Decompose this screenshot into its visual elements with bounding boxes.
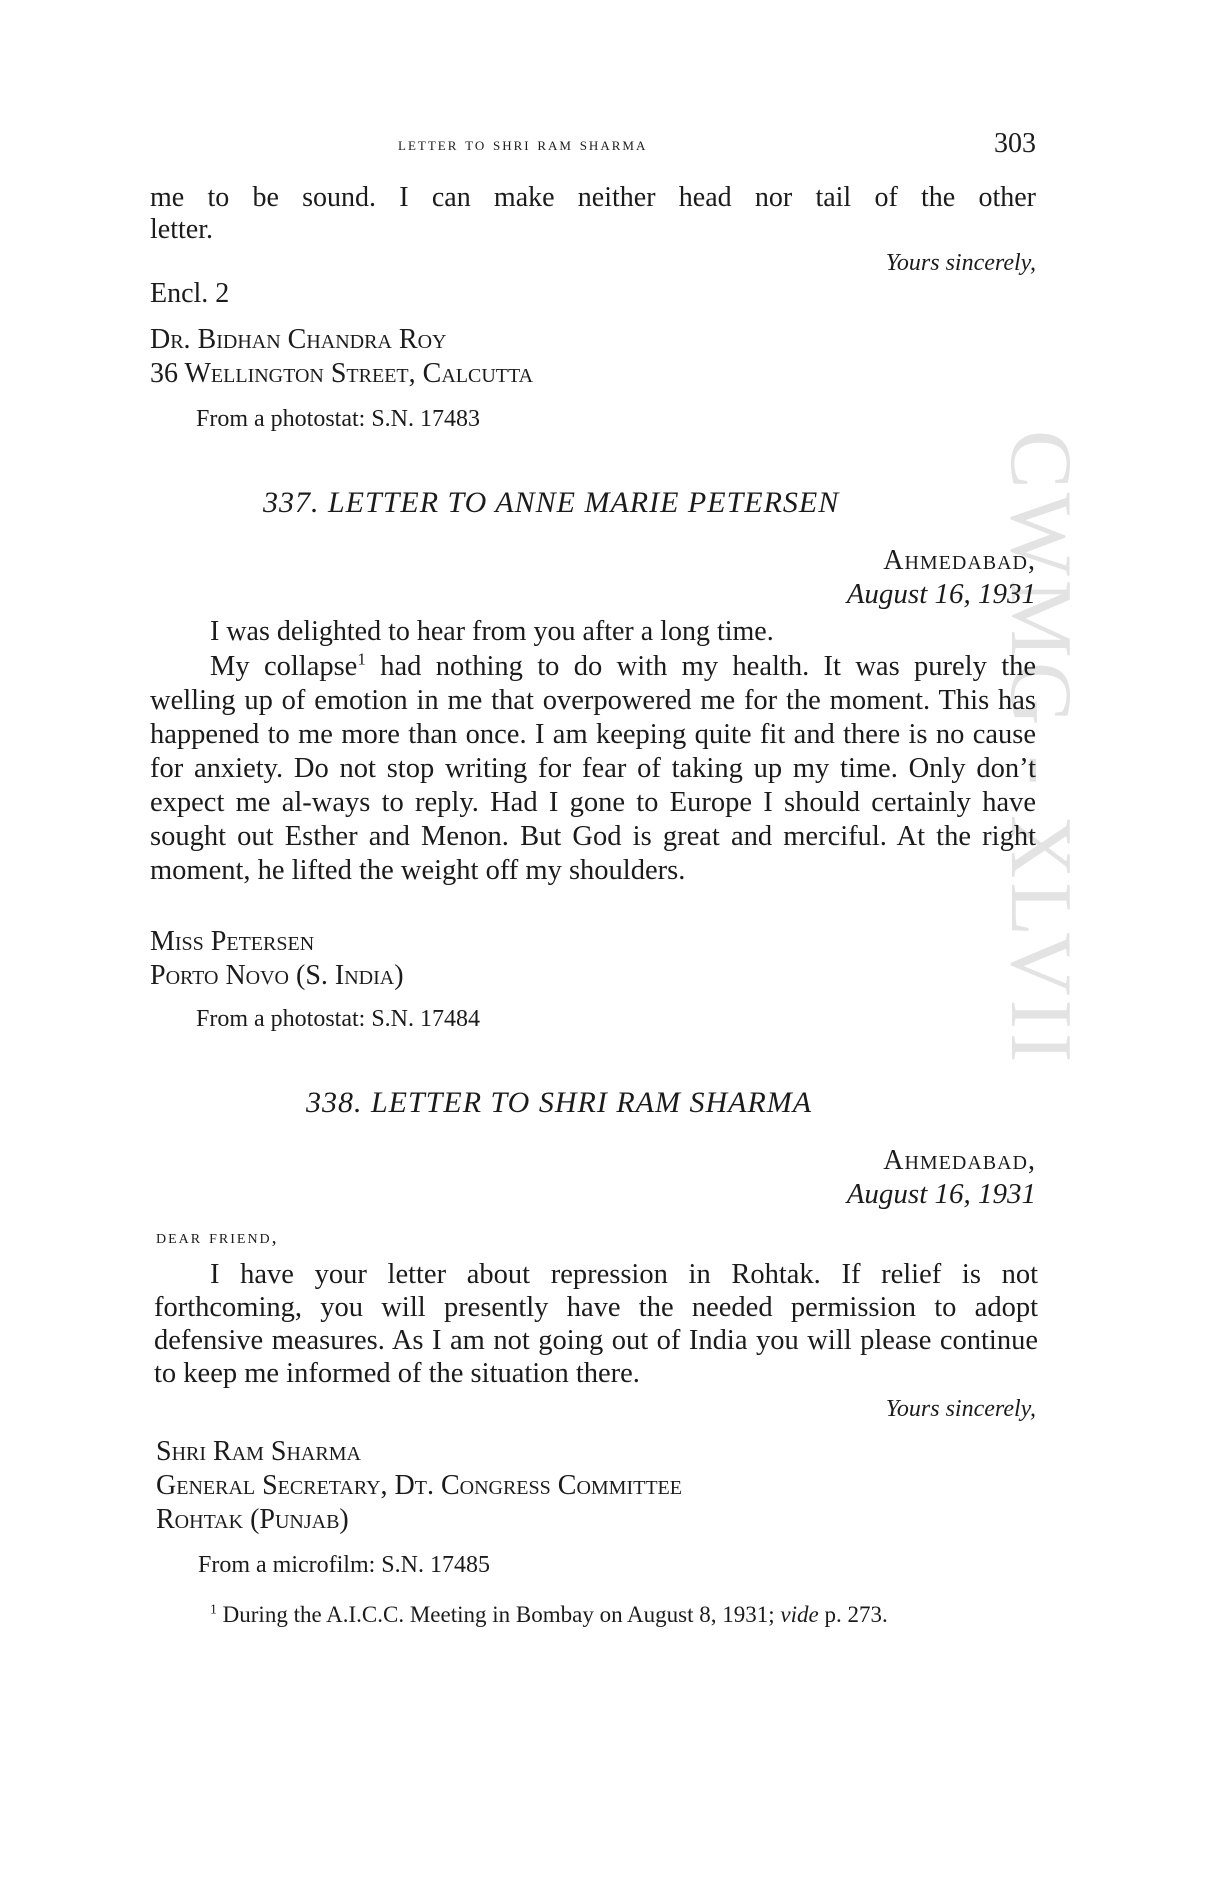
letter-337-place: Ahmedabad, [883, 545, 1036, 576]
prev-source: From a photostat: S.N. 17483 [196, 406, 481, 432]
letter-337-title: 337. LETTER TO ANNE MARIE PETERSEN [263, 486, 840, 519]
letter-338-addressee-title: General Secretary, Dt. Congress Committee [156, 1470, 682, 1501]
footnote-vide: vide [780, 1602, 819, 1627]
letter-337-para-1: I was delighted to hear from you after a long time. [210, 616, 774, 647]
footnote-text-before: During the A.I.C.C. Meeting in Bombay on August 8, 1931; [216, 1602, 781, 1627]
letter-337-addressee-address: Porto Novo (S. India) [150, 960, 404, 991]
letter-337-source: From a photostat: S.N. 17484 [196, 1006, 481, 1032]
letter-338-title: 338. LETTER TO SHRI RAM SHARMA [306, 1086, 813, 1119]
watermark: CWMG - XLVII [992, 430, 1089, 1067]
letter-338-closing: Yours sincerely, [885, 1396, 1036, 1422]
letter-338-para-1: I have your letter about repression in Rohtak. If relief is not forthcoming, you will presently have the needed permission to adopt defensive measures. As I am not going out of India you will please continue to keep me informed of the situation there. [154, 1259, 1038, 1389]
footnote-marker: 1 [210, 1601, 217, 1617]
letter-338-salutation: dear friend, [156, 1226, 279, 1248]
letter-337-addressee-name: Miss Petersen [150, 926, 315, 957]
letter-337-para-2 [150, 650, 1036, 888]
letter-338-addressee-address: Rohtak (Punjab) [156, 1504, 349, 1535]
footnote [210, 1602, 888, 1628]
letter-338-date: August 16, 1931 [846, 1178, 1036, 1210]
prev-addressee-name: Dr. Bidhan Chandra Roy [150, 324, 447, 355]
page-number: 303 [994, 128, 1036, 159]
running-head: letter to shri ram sharma [398, 134, 648, 155]
enclosure: Encl. 2 [150, 278, 230, 309]
letter-337-para-2-start: My collapse [210, 651, 358, 682]
letter-337-date: August 16, 1931 [846, 578, 1036, 610]
prev-line-1: me to be sound. I can make neither head nor tail of the other [150, 182, 1036, 213]
footnote-ref: 1 [357, 649, 366, 669]
prev-closing: Yours sincerely, [885, 250, 1036, 276]
footnote-text-after: p. 273. [818, 1602, 888, 1627]
prev-addressee-address: 36 Wellington Street, Calcutta [150, 358, 534, 389]
letter-337-para-2-rest: had nothing to do with my health. It was purely the welling up of emotion in me that overpowered me for the moment. This has happened to me more than once. I am keeping quite fit and there is no cause for anxiety. Do not stop writing for fear of taking up my time. Only don’t expect me al-ways to reply. Had I gone to Europe I should certainly have sought out Esther and Menon. But God is great and merciful. At the right moment, he lifted the weight off my shoulders. [150, 651, 1037, 886]
letter-338-addressee-name: Shri Ram Sharma [156, 1436, 361, 1467]
prev-line-2: letter. [150, 214, 213, 245]
letter-338-place: Ahmedabad, [883, 1145, 1036, 1176]
letter-338-source: From a microfilm: S.N. 17485 [198, 1552, 490, 1578]
